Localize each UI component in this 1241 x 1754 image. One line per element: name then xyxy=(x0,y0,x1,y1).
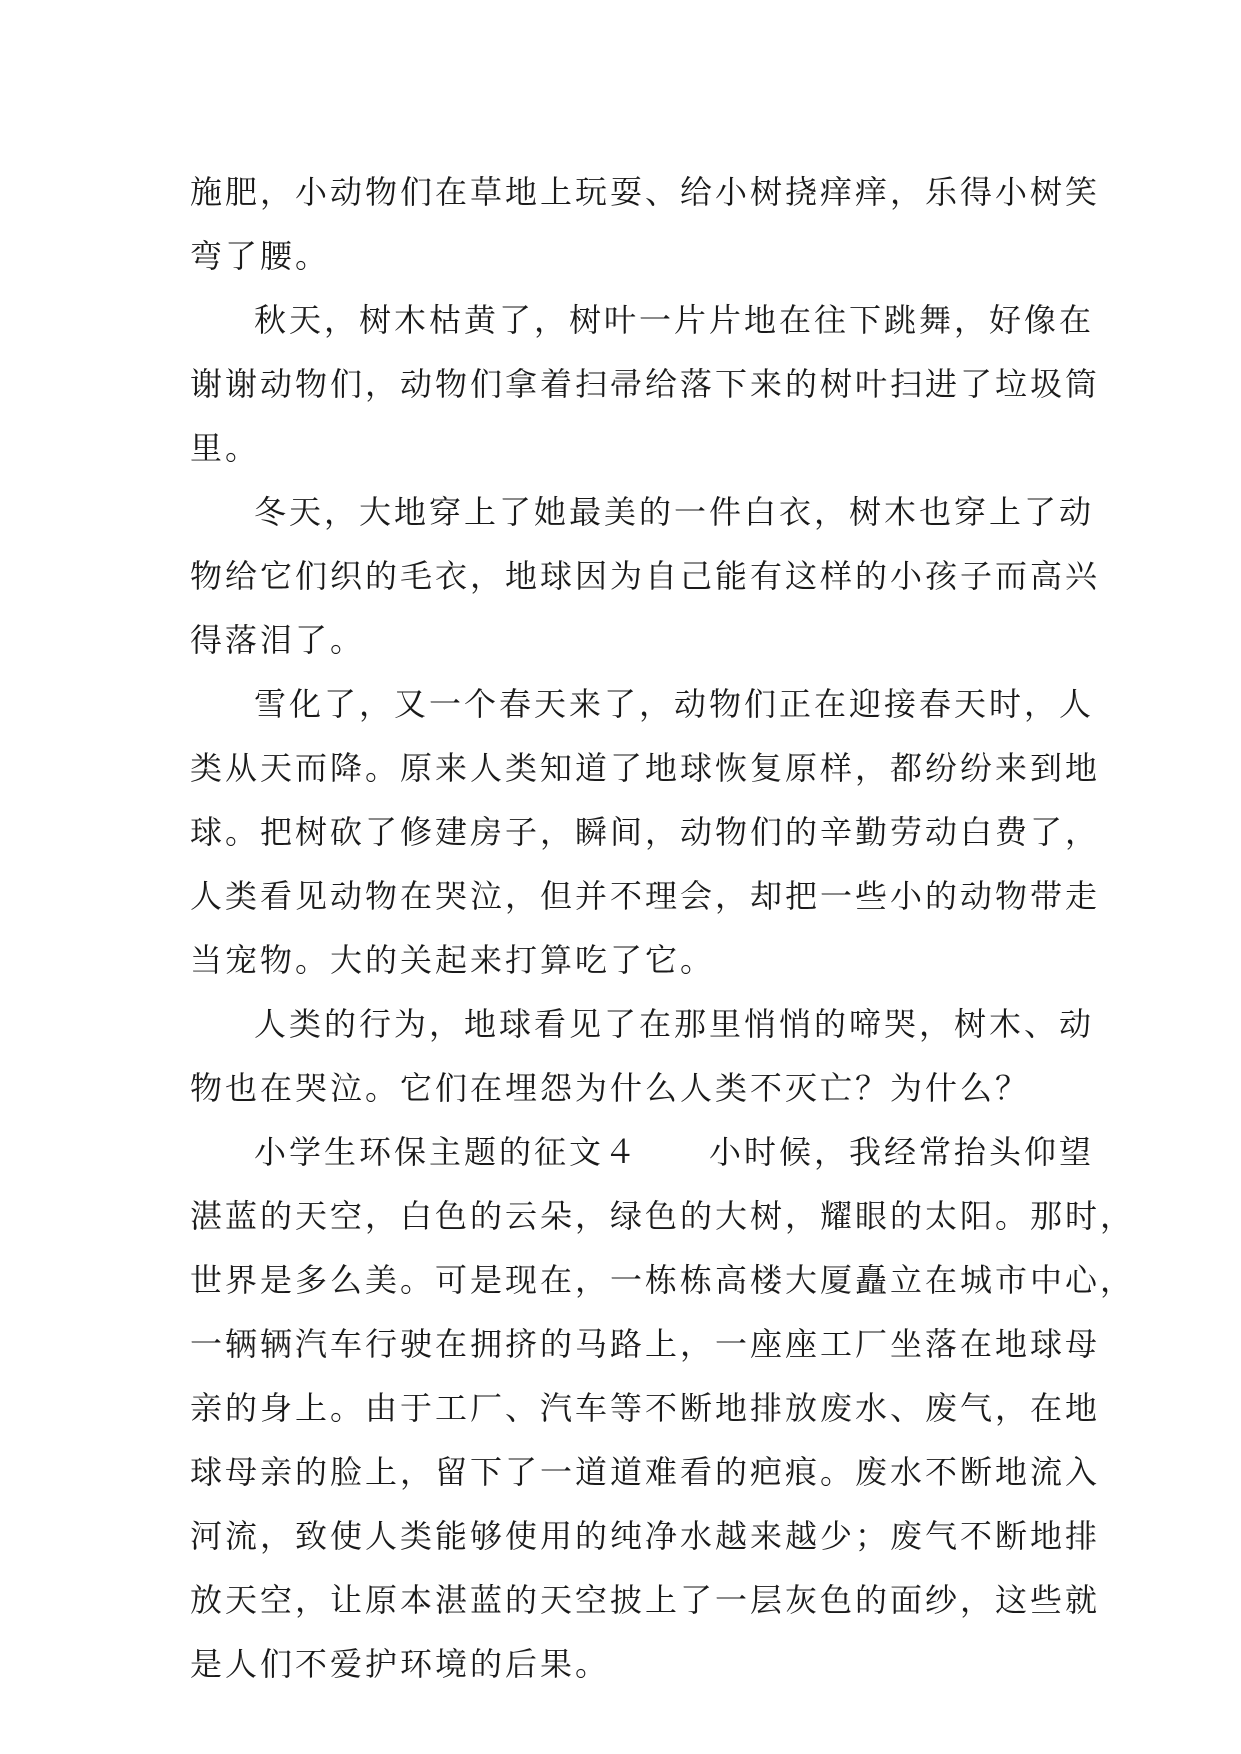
text-line: 一辆辆汽车行驶在拥挤的马路上，一座座工厂坐落在地球母 xyxy=(190,1325,1101,1363)
text-line: 是人们不爱护环境的后果。 xyxy=(190,1645,611,1683)
text-line: 球母亲的脸上，留下了一道道难看的疤痕。废水不断地流入 xyxy=(190,1453,1101,1491)
text-line: 物给它们织的毛衣，地球因为自己能有这样的小孩子而高兴 xyxy=(190,557,1101,595)
text-line: 得落泪了。 xyxy=(190,621,366,659)
text-line: 类从天而降。原来人类知道了地球恢复原样，都纷纷来到地 xyxy=(190,749,1101,787)
text-line: 河流，致使人类能够使用的纯净水越来越少；废气不断地排 xyxy=(190,1517,1101,1555)
text-line: 亲的身上。由于工厂、汽车等不断地排放废水、废气，在地 xyxy=(190,1389,1101,1427)
text-line: 世界是多么美。可是现在，一栋栋高楼大厦矗立在城市中心， xyxy=(190,1261,1136,1299)
paragraph-start-line: 冬天，大地穿上了她最美的一件白衣，树木也穿上了动 xyxy=(254,493,1095,531)
text-line: 湛蓝的天空，白色的云朵，绿色的大树，耀眼的太阳。那时， xyxy=(190,1197,1136,1235)
essay-body xyxy=(190,160,1136,1696)
paragraph-start-line: 秋天，树木枯黄了，树叶一片片地在往下跳舞，好像在 xyxy=(254,301,1095,339)
text-line: 当宠物。大的关起来打算吃了它。 xyxy=(190,941,716,979)
text-line: 里。 xyxy=(190,429,261,467)
paragraph-start-line: 小学生环保主题的征文４ 小时候，我经常抬头仰望 xyxy=(254,1133,1095,1171)
text-line: 弯了腰。 xyxy=(190,237,331,275)
text-line: 球。把树砍了修建房子，瞬间，动物们的辛勤劳动白费了， xyxy=(190,813,1101,851)
text-line: 人类看见动物在哭泣，但并不理会，却把一些小的动物带走 xyxy=(190,877,1101,915)
text-line: 放天空，让原本湛蓝的天空披上了一层灰色的面纱，这些就 xyxy=(190,1581,1101,1619)
text-line: 施肥，小动物们在草地上玩耍、给小树挠痒痒，乐得小树笑 xyxy=(190,173,1101,211)
paragraph-start-line: 人类的行为，地球看见了在那里悄悄的啼哭，树木、动 xyxy=(254,1005,1095,1043)
text-line: 谢谢动物们，动物们拿着扫帚给落下来的树叶扫进了垃圾筒 xyxy=(190,365,1101,403)
paragraph-start-line: 雪化了，又一个春天来了，动物们正在迎接春天时，人 xyxy=(254,685,1095,723)
text-line: 物也在哭泣。它们在埋怨为什么人类不灭亡？为什么？ xyxy=(190,1069,1031,1107)
